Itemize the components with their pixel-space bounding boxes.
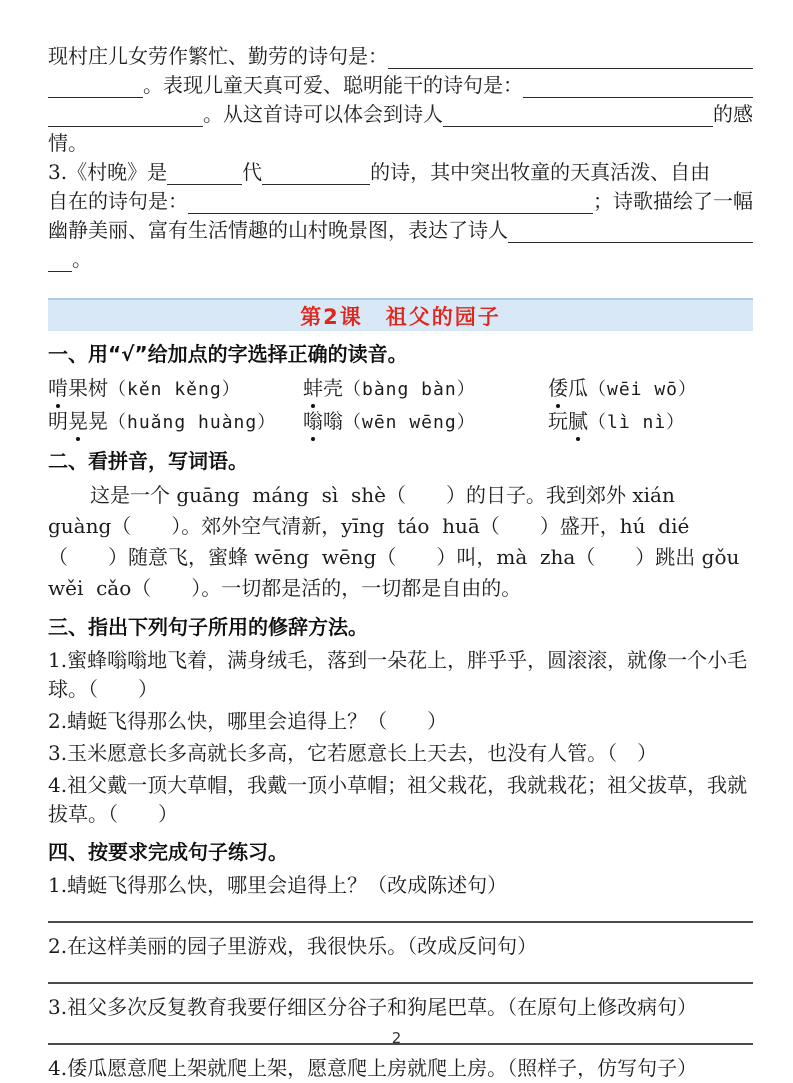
pinyin-choice-grid <box>48 373 753 438</box>
sentence-exercise-item-2: 2.在这样美丽的园子里游戏，我很快乐。（改成反问句） <box>48 934 538 958</box>
pinyin-options[interactable]: （lì nì） <box>588 412 686 433</box>
answer-blank[interactable] <box>48 248 72 272</box>
section-two-heading: 二、看拼音，写词语。 <box>48 449 248 473</box>
answer-blank[interactable] <box>48 103 203 127</box>
rhetoric-item-1: 1.蜜蜂嗡嗡地飞着，满身绒毛，落到一朵花上，胖乎乎，圆滚滚，就像一个小毛球。（ ） <box>48 648 748 701</box>
intro-line-6 <box>48 185 753 214</box>
hanzi-word: 明晃晃 <box>48 409 108 433</box>
pinyin-options[interactable]: （wēi wō） <box>588 379 698 400</box>
sentence-exercise-item-4: 4.倭瓜愿意爬上架就爬上架，愿意爬上房就爬上房。（照样子，仿写句子） <box>48 1056 698 1080</box>
pinyin-choice-item <box>48 373 303 405</box>
sentence-exercise-items <box>48 871 753 1083</box>
answer-blank[interactable] <box>262 161 370 185</box>
rhetoric-item-3: 3.玉米愿意长多高就长多高，它若愿意长上天去，也没有人管。（ ） <box>48 741 658 765</box>
rhetoric-items <box>48 646 753 829</box>
section-one-heading: 一、用“√”给加点的字选择正确的读音。 <box>48 342 408 366</box>
answer-blank[interactable] <box>388 45 753 69</box>
poem-fill-in-section <box>48 40 753 272</box>
answer-blank[interactable] <box>523 74 753 98</box>
page-number: 2 <box>391 1029 402 1047</box>
pinyin-paragraph-line: 这是一个 guāng máng sì shè（ ）的日子。我到郊外 xián <box>90 483 675 507</box>
hanzi-word: 嗡嗡 <box>303 409 343 433</box>
rhetoric-item-2: 2.蜻蜓飞得那么快，哪里会追得上？（ ） <box>48 709 448 733</box>
section-four-heading: 四、按要求完成句子练习。 <box>48 840 288 864</box>
dotted-char: 腻 <box>568 406 588 437</box>
answer-blank[interactable] <box>48 74 143 98</box>
dotted-char: 啃 <box>48 373 68 404</box>
answer-blank[interactable] <box>188 190 593 214</box>
pinyin-options[interactable]: （huǎng huàng） <box>108 412 277 433</box>
intro-text: 。表现儿童天真可爱、聪明能干的诗句是： <box>143 73 523 97</box>
intro-text: ；诗歌描绘了一幅 <box>593 189 753 213</box>
intro-line-7 <box>48 214 753 243</box>
section-three-heading: 三、指出下列句子所用的修辞方法。 <box>48 615 368 639</box>
sentence-exercise-item-1: 1.蜻蜓飞得那么快，哪里会追得上？（改成陈述句） <box>48 873 508 897</box>
intro-line-5 <box>48 156 753 185</box>
intro-text: 现村庄儿女劳作繁忙、勤劳的诗句是： <box>48 44 388 68</box>
intro-text: 代 <box>242 160 263 184</box>
intro-text: 。从这首诗可以体会到诗人 <box>203 102 443 126</box>
intro-text: 。 <box>72 247 92 271</box>
answer-blank[interactable] <box>167 161 242 185</box>
pinyin-paragraph-line: wěi cǎo（ ）。一切都是活的，一切都是自由的。 <box>48 576 522 600</box>
intro-text: 自在的诗句是： <box>48 189 188 213</box>
intro-line-1 <box>48 40 753 69</box>
intro-text: 的诗，其中突出牧童的天真活泼、自由 <box>370 160 711 184</box>
intro-line-8 <box>48 243 753 272</box>
pinyin-choice-item <box>303 373 548 405</box>
lesson-title: 第2课 祖父的园子 <box>300 304 501 329</box>
dotted-char: 蚌 <box>303 373 323 404</box>
answer-line[interactable] <box>48 982 753 984</box>
pinyin-paragraph <box>48 480 753 604</box>
dotted-char: 倭 <box>548 373 568 404</box>
intro-line-3 <box>48 98 753 127</box>
answer-line[interactable] <box>48 921 753 923</box>
hanzi-word: 倭瓜 <box>548 376 588 400</box>
intro-text: 的感 <box>713 102 753 126</box>
pinyin-choice-item <box>548 406 753 438</box>
answer-blank[interactable] <box>443 103 713 127</box>
intro-line-4 <box>48 127 753 156</box>
pinyin-options[interactable]: （kěn kěng） <box>108 379 241 400</box>
dotted-char: 晃 <box>68 406 88 437</box>
pinyin-options[interactable]: （bàng bàn） <box>343 379 476 400</box>
rhetoric-item-4: 4.祖父戴一顶大草帽，我戴一顶小草帽；祖父栽花，我就栽花；祖父拔草，我就拔草。（ ） <box>48 773 748 826</box>
pinyin-options[interactable]: （wēn wēng） <box>343 412 476 433</box>
intro-line-2 <box>48 69 753 98</box>
pinyin-paragraph-line: （ ）随意飞，蜜蜂 wēng wēng（ ）叫，mà zha（ ）跳出 gǒu <box>48 545 740 569</box>
hanzi-word: 蚌壳 <box>303 376 343 400</box>
dotted-char: 嗡 <box>303 406 323 437</box>
intro-text: 幽静美丽、富有生活情趣的山村晚景图，表达了诗人 <box>48 218 508 242</box>
lesson-header-band <box>48 298 753 331</box>
sentence-exercise-item-3: 3.祖父多次反复教育我要仔细区分谷子和狗尾巴草。（在原句上修改病句） <box>48 995 698 1019</box>
answer-blank[interactable] <box>508 219 753 243</box>
intro-text: 情。 <box>48 131 88 155</box>
hanzi-word: 玩腻 <box>548 409 588 433</box>
pinyin-choice-item <box>48 406 303 438</box>
pinyin-choice-item <box>303 406 548 438</box>
pinyin-choice-item <box>548 373 753 405</box>
pinyin-paragraph-line: guàng（ ）。郊外空气清新，yīng táo huā（ ）盛开，hú dié <box>48 514 690 538</box>
intro-text: 3.《村晚》是 <box>48 160 168 184</box>
hanzi-word: 啃果树 <box>48 376 108 400</box>
